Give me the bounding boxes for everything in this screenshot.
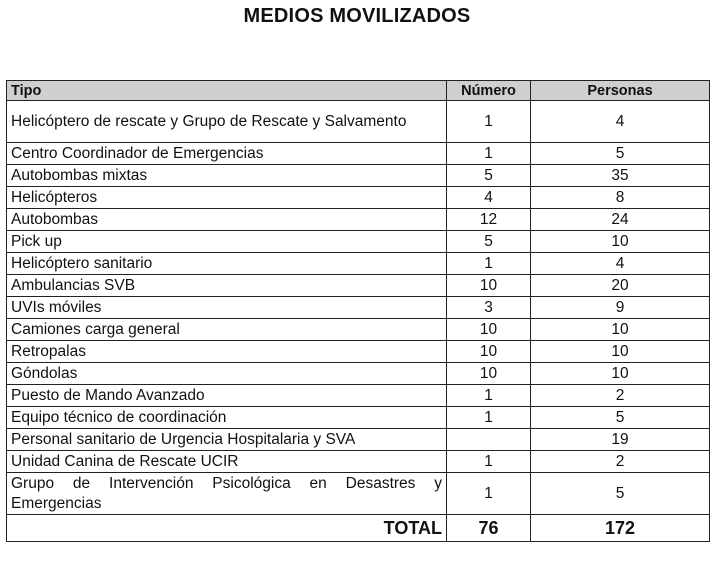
cell-numero: 10 <box>447 319 531 341</box>
cell-personas: 24 <box>531 209 710 231</box>
table-row <box>7 341 710 363</box>
cell-personas: 4 <box>531 101 710 143</box>
cell-personas: 20 <box>531 275 710 297</box>
cell-numero: 10 <box>447 363 531 385</box>
table-row <box>7 275 710 297</box>
cell-personas: 10 <box>531 319 710 341</box>
cell-numero: 12 <box>447 209 531 231</box>
cell-tipo: Autobombas mixtas <box>7 165 447 187</box>
cell-tipo: Góndolas <box>7 363 447 385</box>
header-row <box>7 81 710 101</box>
total-numero: 76 <box>447 515 531 542</box>
cell-tipo: Helicóptero de rescate y Grupo de Rescate y Salvamento <box>7 101 447 143</box>
cell-numero: 10 <box>447 341 531 363</box>
cell-tipo: Helicópteros <box>7 187 447 209</box>
cell-tipo: Personal sanitario de Urgencia Hospitalaria y SVA <box>7 429 447 451</box>
table-row <box>7 143 710 165</box>
table-row <box>7 319 710 341</box>
total-personas: 172 <box>531 515 710 542</box>
total-label: TOTAL <box>7 515 447 542</box>
table-row <box>7 253 710 275</box>
cell-personas: 19 <box>531 429 710 451</box>
cell-numero: 1 <box>447 253 531 275</box>
cell-tipo: Camiones carga general <box>7 319 447 341</box>
cell-numero: 1 <box>447 451 531 473</box>
table-row <box>7 101 710 143</box>
table-row <box>7 407 710 429</box>
table-row <box>7 209 710 231</box>
table-row <box>7 165 710 187</box>
cell-numero: 1 <box>447 473 531 515</box>
cell-numero: 1 <box>447 143 531 165</box>
table-row <box>7 363 710 385</box>
cell-tipo: UVIs móviles <box>7 297 447 319</box>
cell-tipo: Equipo técnico de coordinación <box>7 407 447 429</box>
cell-numero: 3 <box>447 297 531 319</box>
cell-tipo: Pick up <box>7 231 447 253</box>
cell-tipo: Helicóptero sanitario <box>7 253 447 275</box>
table-row <box>7 187 710 209</box>
page-title: MEDIOS MOVILIZADOS <box>243 5 471 27</box>
cell-tipo: Retropalas <box>7 341 447 363</box>
cell-numero: 4 <box>447 187 531 209</box>
cell-personas: 10 <box>531 363 710 385</box>
cell-personas: 10 <box>531 231 710 253</box>
table-row <box>7 473 710 515</box>
cell-personas: 8 <box>531 187 710 209</box>
cell-numero: 1 <box>447 385 531 407</box>
cell-personas: 9 <box>531 297 710 319</box>
table-row <box>7 385 710 407</box>
cell-tipo: Grupo de Intervención Psicológica en Desastres y Emergencias <box>7 473 447 515</box>
cell-personas: 5 <box>531 143 710 165</box>
cell-tipo: Centro Coordinador de Emergencias <box>7 143 447 165</box>
cell-personas: 10 <box>531 341 710 363</box>
cell-tipo: Puesto de Mando Avanzado <box>7 385 447 407</box>
cell-numero: 5 <box>447 165 531 187</box>
table-row <box>7 297 710 319</box>
cell-personas: 35 <box>531 165 710 187</box>
cell-personas: 5 <box>531 473 710 515</box>
table-row <box>7 451 710 473</box>
cell-tipo: Autobombas <box>7 209 447 231</box>
cell-personas: 5 <box>531 407 710 429</box>
table-row <box>7 231 710 253</box>
table-row <box>7 429 710 451</box>
cell-numero <box>447 429 531 451</box>
cell-numero: 10 <box>447 275 531 297</box>
header-tipo: Tipo <box>7 81 447 101</box>
total-row <box>7 515 710 542</box>
cell-numero: 1 <box>447 407 531 429</box>
cell-personas: 2 <box>531 451 710 473</box>
cell-numero: 5 <box>447 231 531 253</box>
medios-table <box>6 80 710 542</box>
cell-personas: 4 <box>531 253 710 275</box>
cell-tipo: Unidad Canina de Rescate UCIR <box>7 451 447 473</box>
cell-tipo: Ambulancias SVB <box>7 275 447 297</box>
header-personas: Personas <box>531 81 710 101</box>
header-numero: Número <box>447 81 531 101</box>
cell-numero: 1 <box>447 101 531 143</box>
cell-personas: 2 <box>531 385 710 407</box>
